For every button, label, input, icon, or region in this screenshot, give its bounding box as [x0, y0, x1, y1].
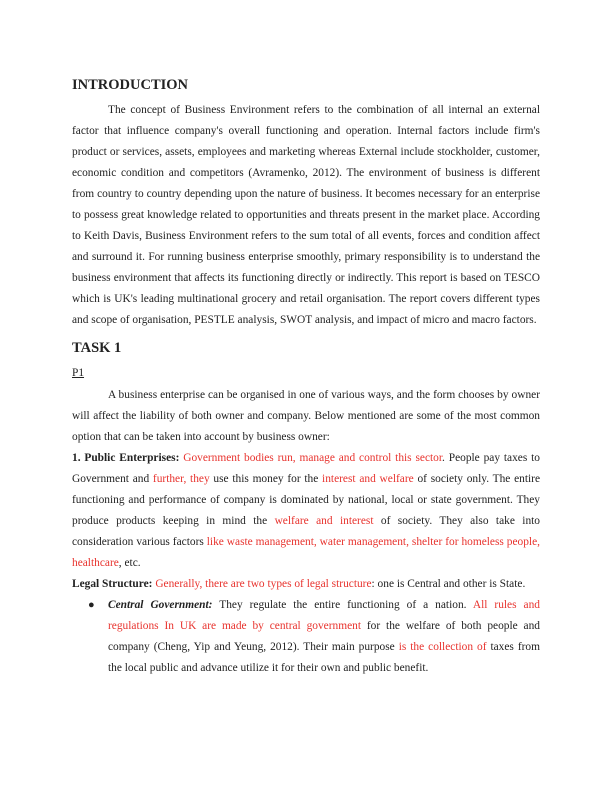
introduction-paragraph: The concept of Business Environment refers to the combination of all internal an external factor that influence company's overall functioning and operation. Internal factors include firm's product or services, assets, employees and marketing whereas External include stockholder, customer, economic condition and competitors (Avramenko, 2012). The environment of business is different from country to country depending upon the nature of business. It becomes necessary for an enterprise to possess great knowledge related to opportunities and threats present in the market place. According to Keith Davis, Business Environment refers to the sum total of all events, forces and condition affect and surround it. For running business enterprise smoothly, primary responsibility is to understand the business environment that affects its functioning directly or indirectly. This report is based on TESCO which is UK's leading multinational grocery and retail organisation. The report covers different types and scope of organisation, PESTLE analysis, SWOT analysis, and impact of micro and macro factors.	[72, 104, 540, 326]
task1-intro-paragraph: A business enterprise can be organised in one of various ways, and the form chooses by owner will affect the liability of both owner and company. Below mentioned are some of the most common option that can be taken into account by business owner:	[72, 389, 540, 443]
public-enterprises-paragraph: 1. Public Enterprises: Government bodies run, manage and control this sector. People pay taxes to Government and further, they use this money for the interest and welfare of society only. The entire functioning and performance of company is dominated by national, local or state government. They produce products keeping in mind the welfare and interest of society. They also take into consideration various factors like waste management, water management, shelter for homeless people, healthcare, etc.	[72, 452, 541, 569]
introduction-heading: INTRODUCTION	[72, 77, 189, 93]
central-government-title: Central Government:	[108, 599, 213, 611]
public-enterprises-title: 1. Public Enterprises:	[72, 452, 184, 464]
p1-label: P1	[72, 367, 85, 379]
bullet-icon: ●	[88, 599, 95, 611]
legal-structure-paragraph: Legal Structure: Generally, there are two types of legal structure: one is Central and other is State.	[72, 578, 526, 590]
document-page	[72, 74, 540, 679]
legal-structure-title: Legal Structure:	[72, 578, 156, 590]
task1-heading: TASK 1	[72, 340, 122, 356]
legal-structure-list	[72, 595, 540, 679]
list-item: ● Central Government: They regulate the entire functioning of a nation. All rules and regulations In UK are made by central government for the welfare of both people and company (Cheng, Yip and Yeung, 2012). Their main purpose is the collection of taxes from the local public and advance utilize it for their own and public benefit.	[72, 595, 540, 679]
